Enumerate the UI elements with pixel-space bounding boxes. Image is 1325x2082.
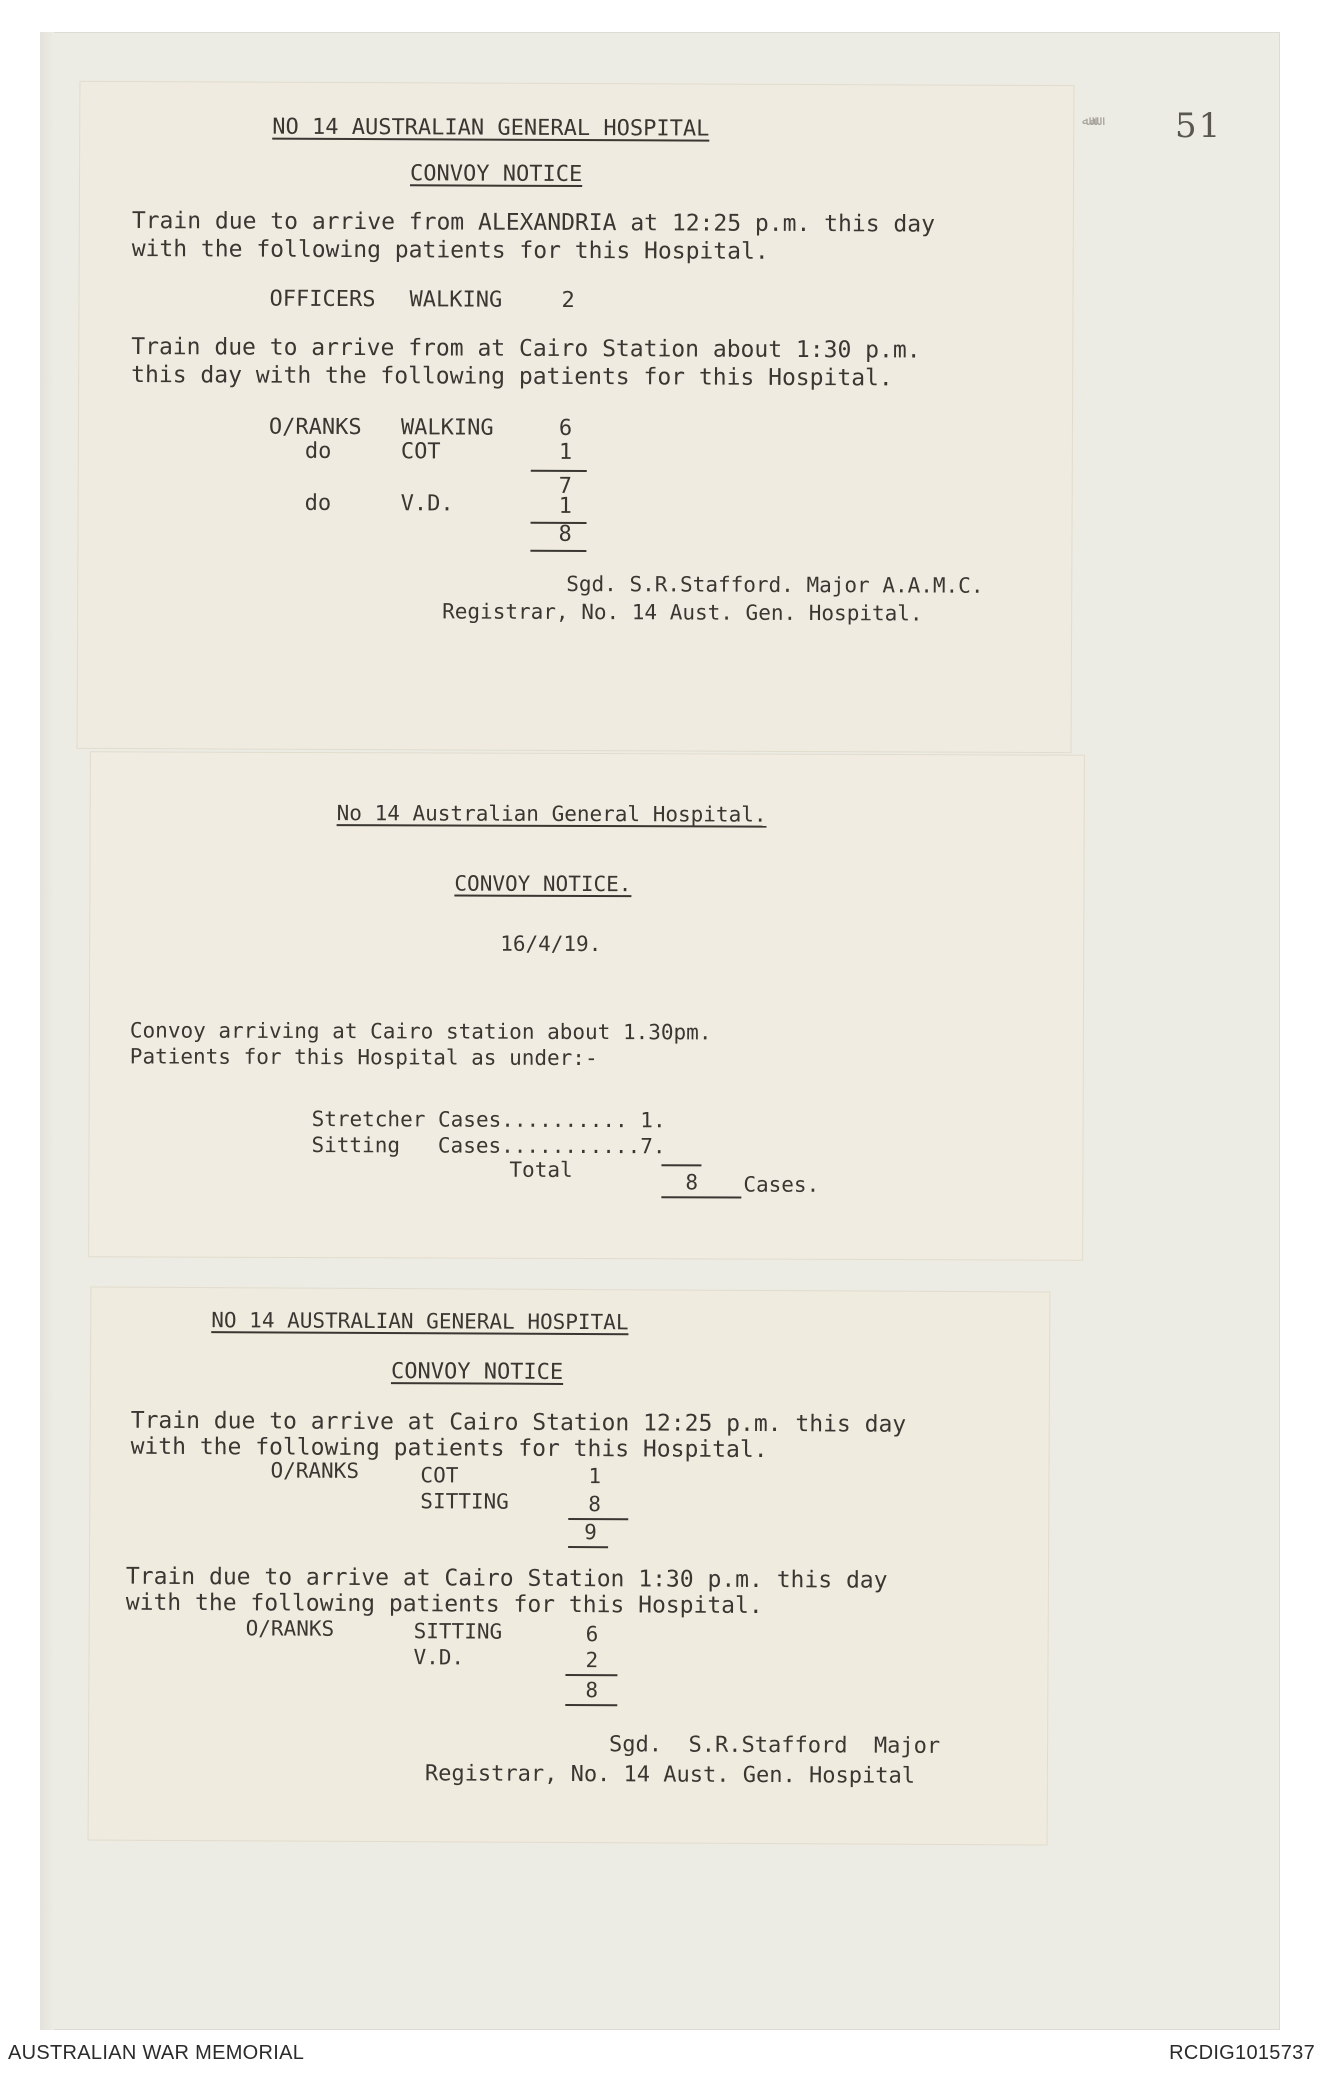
officers-type: WALKING [409,287,503,313]
notice-heading: NO 14 AUSTRALIAN GENERAL HOSPITAL [272,114,710,142]
sum-rule [531,470,587,472]
count-cell: 1 [588,1464,602,1489]
type-cell: COT [420,1463,459,1488]
notice-title: CONVOY NOTICE [410,161,583,188]
count-cell: 8 [588,1492,602,1517]
page-number: 51 [1175,106,1223,146]
notice-text-line: Train due to arrive from ALEXANDRIA at 12:25 p.m. this day [131,208,936,238]
registrar-line: Registrar, No. 14 Aust. Gen. Hospital. [442,599,923,626]
count-cell: 2 [585,1648,599,1673]
footer-archive-name: AUSTRALIAN WAR MEMORIAL [8,2042,305,2064]
notice-title: CONVOY NOTICE. [454,871,632,897]
total-cell: 9 [584,1520,597,1545]
notice-text-line: with the following patients for this Hospital. [125,1589,763,1620]
total-cell: 8 [585,1678,599,1703]
count-cell: 1 [558,439,573,465]
signature-line: Sgd. S.R.Stafford Major [608,1732,941,1759]
total-suffix: Cases. [743,1172,820,1197]
convoy-notice-3 [89,1287,1050,1844]
count-cell: 6 [558,415,573,441]
officers-label: OFFICERS [269,286,376,313]
notice-text-line: Train due to arrive at Cairo Station 1:30 p.m. this day [125,1563,888,1594]
type-cell: WALKING [400,415,494,441]
sitting-cases: Sitting Cases...........7. [311,1133,666,1159]
rank-cell: do [304,438,332,464]
notice-heading: NO 14 AUSTRALIAN GENERAL HOSPITAL [211,1308,629,1335]
rank-cell: O/RANKS [270,1458,360,1483]
total-value: 8 [685,1170,699,1195]
notice-text-line: Convoy arriving at Cairo station about 1.30pm. [129,1018,712,1045]
stretcher-cases: Stretcher Cases.......... 1. [311,1107,666,1133]
type-cell: V.D. [413,1645,465,1670]
notice-text-line: Train due to arrive at Cairo Station 12:25 p.m. this day [130,1407,907,1438]
subtotal-cell: 7 [558,473,573,499]
signature-line: Sgd. S.R.Stafford. Major A.A.M.C. [566,571,984,598]
count-cell: 6 [585,1622,599,1647]
type-cell: V.D. [400,491,454,517]
sum-rule [530,550,586,552]
sum-rule [565,1704,617,1706]
sum-rule [661,1164,701,1166]
pencil-mark: ﷲﷲ [1082,114,1098,129]
sum-rule [565,1674,617,1676]
total-label: Total [509,1157,573,1182]
footer-record-id: RCDIG1015737 [1169,2042,1315,2064]
type-cell: SITTING [420,1489,509,1514]
notice-title: CONVOY NOTICE [390,1359,564,1385]
notice-text-line: with the following patients for this Hospital. [131,236,769,265]
sum-rule [661,1196,741,1198]
page-binding-edge [40,32,54,2030]
count-cell: 1 [558,493,572,519]
convoy-notice-2 [89,752,1084,1259]
notice-date: 16/4/19. [500,931,602,957]
notice-heading: No 14 Australian General Hospital. [336,801,767,827]
registrar-line: Registrar, No. 14 Aust. Gen. Hospital [424,1761,916,1789]
rank-cell: do [304,490,332,516]
type-cell: COT [400,439,441,465]
sum-rule [568,1546,608,1548]
notice-text-line: Train due to arrive from at Cairo Station about 1:30 p.m. [131,334,921,364]
rank-cell: O/RANKS [245,1616,335,1641]
rank-cell: O/RANKS [268,414,362,441]
total-cell: 8 [558,521,572,547]
notice-text-line: Patients for this Hospital as under:- [129,1044,598,1071]
notice-text-line: with the following patients for this Hospital. [130,1433,768,1464]
type-cell: SITTING [413,1619,503,1644]
officers-count: 2 [561,287,575,313]
sum-rule [568,1518,628,1520]
notice-text-line: this day with the following patients for this Hospital. [131,362,893,392]
convoy-notice-1 [78,82,1074,752]
